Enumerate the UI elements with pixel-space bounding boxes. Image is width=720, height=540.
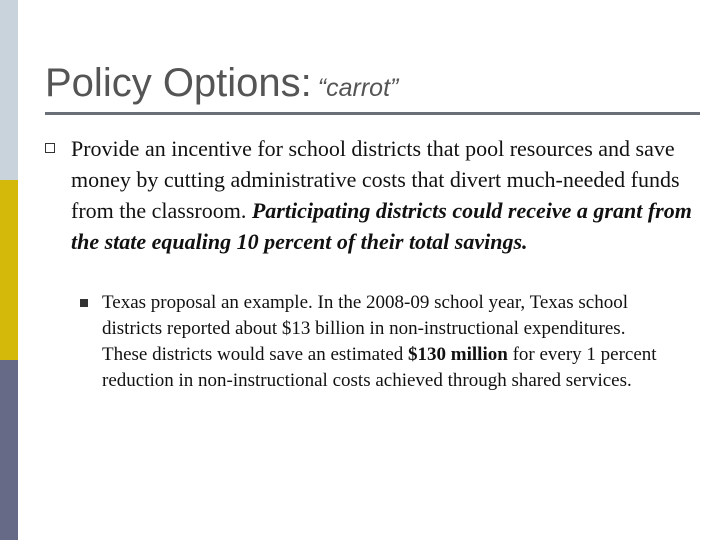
bullet-sub [80, 290, 665, 394]
sidebar-segment-middle [0, 180, 18, 360]
slide-title-subtitle: “carrot” [317, 74, 399, 102]
sidebar-accent [0, 0, 18, 540]
bullet-sub-bold-amount: $130 million [408, 344, 508, 365]
filled-square-bullet-icon [80, 299, 88, 307]
bullet-main-body: Provide an incentive for school districts that pool resources and save money by cutting administrative costs that divert much-needed funds from the classroom. [71, 136, 680, 223]
hollow-square-bullet-icon [45, 143, 55, 153]
bullet-sub-body-before: Texas proposal an example. In the 2008-09 school year, Texas school districts reported about $13 billion in non-instructional expenditures. These districts would save an estimated [102, 292, 628, 365]
sidebar-segment-top [0, 0, 18, 180]
slide-title-main: Policy Options: [45, 61, 312, 105]
bullet-main-text [71, 133, 695, 257]
bullet-main [45, 133, 695, 257]
bullet-sub-text [102, 290, 665, 394]
bullet-main-emphasis: Participating districts could receive a grant from the state equaling 10 percent of their total savings. [71, 198, 692, 254]
slide-title [45, 58, 398, 113]
sidebar-segment-bottom [0, 360, 18, 540]
title-underline [45, 112, 700, 115]
bullet-sub-body-after: for every 1 percent reduction in non-instructional costs achieved through shared services. [102, 344, 657, 391]
